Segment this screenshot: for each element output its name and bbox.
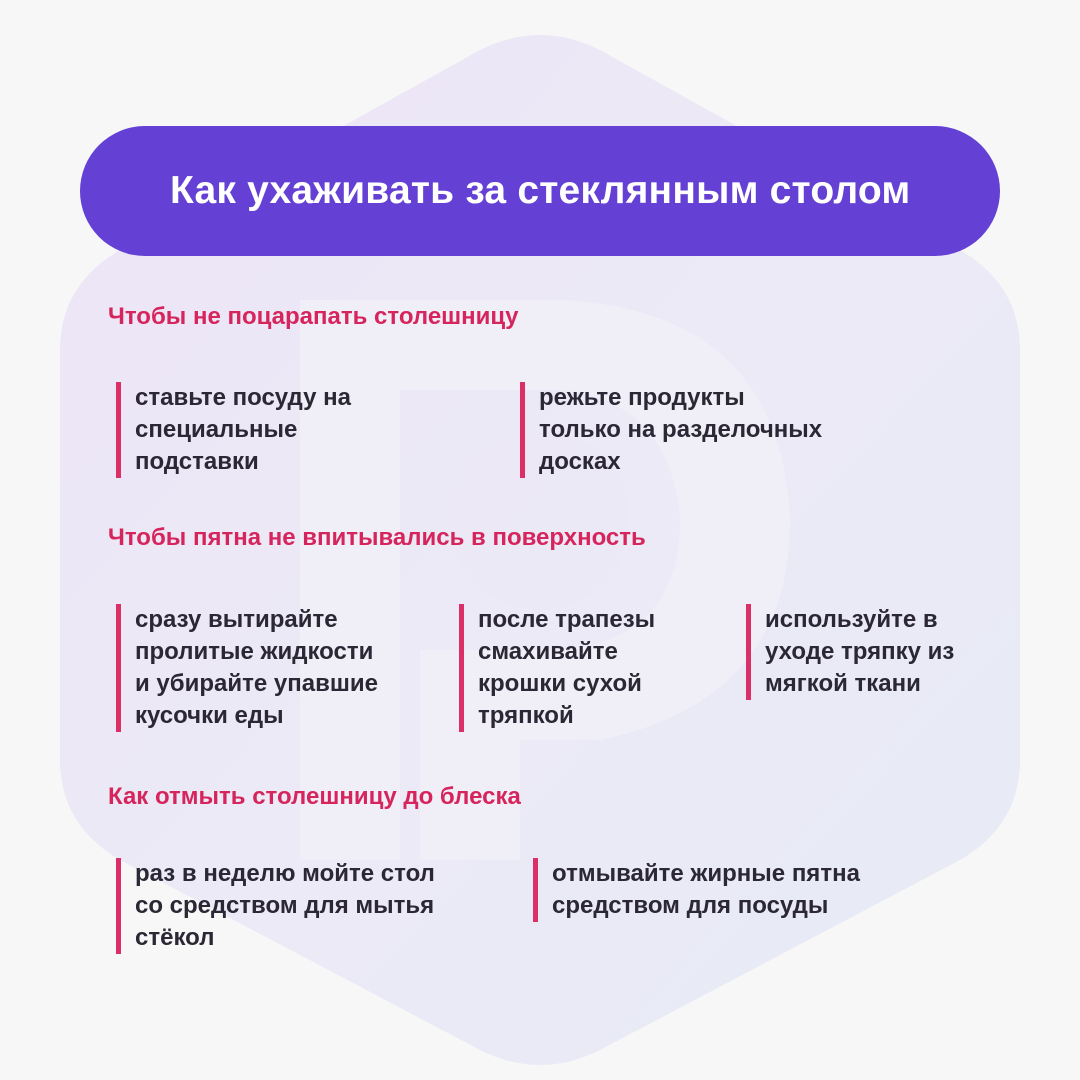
tip-item: после трапезы смахивайте крошки сухой тряпкой bbox=[459, 604, 655, 732]
tip-item: ставьте посуду на специальные подставки bbox=[116, 382, 351, 478]
tip-item: используйте в уходе тряпку из мягкой ткани bbox=[746, 604, 954, 700]
tip-item: сразу вытирайте пролитые жидкости и убирайте упавшие кусочки еды bbox=[116, 604, 378, 732]
section-heading-stains: Чтобы пятна не впитывались в поверхность bbox=[108, 524, 646, 551]
page-title: Как ухаживать за стеклянным столом bbox=[170, 169, 911, 212]
title-banner bbox=[80, 126, 1000, 256]
tip-item: раз в неделю мойте стол со средством для мытья стёкол bbox=[116, 858, 435, 954]
tip-item: отмывайте жирные пятна средством для посуды bbox=[533, 858, 860, 922]
tip-item: режьте продукты только на разделочных досках bbox=[520, 382, 822, 478]
section-heading-scratches: Чтобы не поцарапать столешницу bbox=[108, 303, 519, 330]
section-heading-shine: Как отмыть столешницу до блеска bbox=[108, 783, 521, 810]
